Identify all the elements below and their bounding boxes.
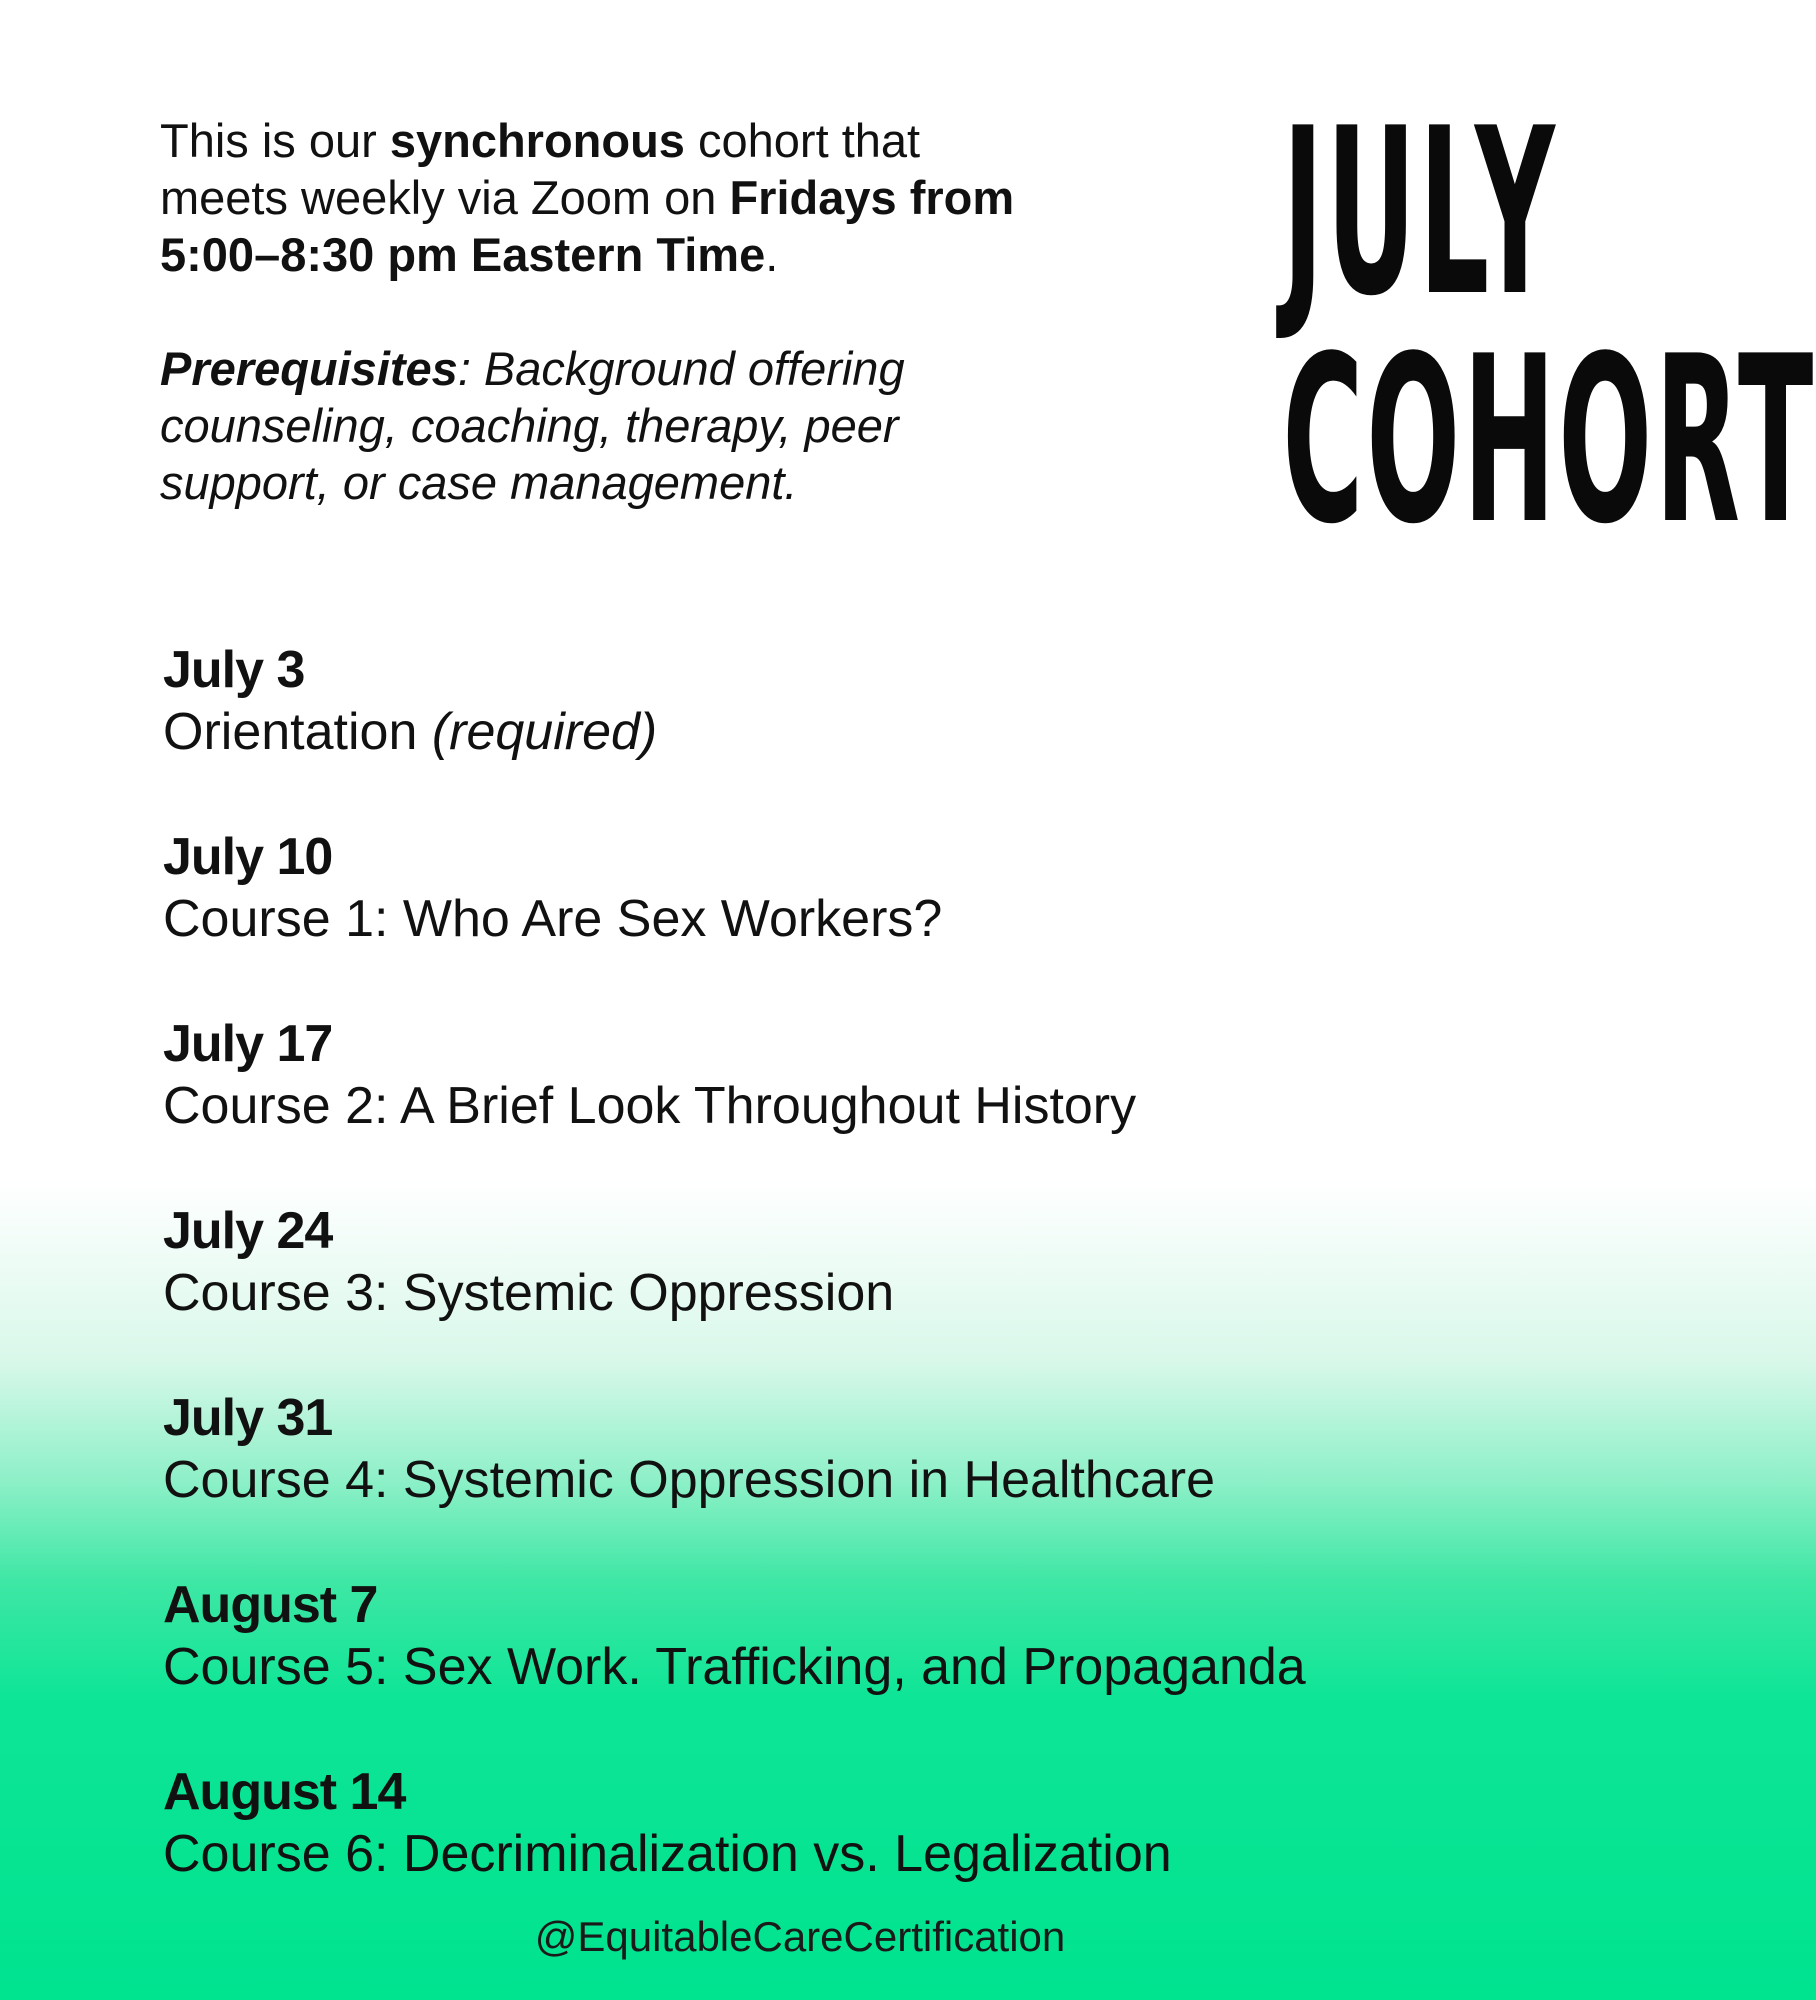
session-title: Course 5: Sex Work. Trafficking, and Propaganda [163,1638,1306,1696]
session-date: July 17 [163,1015,333,1073]
session-item [163,1388,1503,1575]
prerequisites-paragraph [160,340,1060,511]
session-title: Course 1: Who Are Sex Workers? [163,890,943,948]
intro-text-2: cohort that meets weekly via Zoom on [160,114,921,224]
session-item [163,827,1503,1014]
title-line-july: JULY [1282,80,1558,347]
title-line-cohort: COHORT [1282,308,1816,575]
session-item [163,640,1503,827]
session-note: (required) [431,703,658,761]
session-item [163,1014,1503,1201]
social-handle: @EquitableCareCertification [534,1913,1066,1960]
session-date: August 14 [163,1763,406,1821]
prerequisites-label: Prerequisites [160,342,458,395]
intro-paragraph [160,112,1060,283]
session-schedule [163,640,1503,1949]
session-title: Course 2: A Brief Look Throughout History [163,1077,1137,1135]
session-date: July 31 [163,1389,333,1447]
intro-bold-schedule: Fridays from 5:00–8:30 pm Eastern Time [160,171,1015,281]
session-title: Course 4: Systemic Oppression in Healthcare [163,1451,1216,1509]
session-item [163,1201,1503,1388]
session-title [163,700,1503,764]
intro-text-3: . [765,228,779,281]
prerequisites-text: : Background offering counseling, coaching, therapy, peer support, or case management. [160,342,905,509]
intro-bold-synchronous: synchronous [389,114,685,167]
session-date: July 24 [163,1202,333,1260]
session-date: July 10 [163,828,333,886]
session-title-text: Orientation [163,703,432,761]
session-title: Course 6: Decriminalization vs. Legalization [163,1825,1172,1883]
session-item [163,1575,1503,1762]
session-date: August 7 [163,1576,378,1634]
session-title: Course 3: Systemic Oppression [163,1264,895,1322]
session-date: July 3 [163,641,305,699]
intro-text-1: This is our [160,114,390,167]
cohort-title [1038,80,1816,575]
